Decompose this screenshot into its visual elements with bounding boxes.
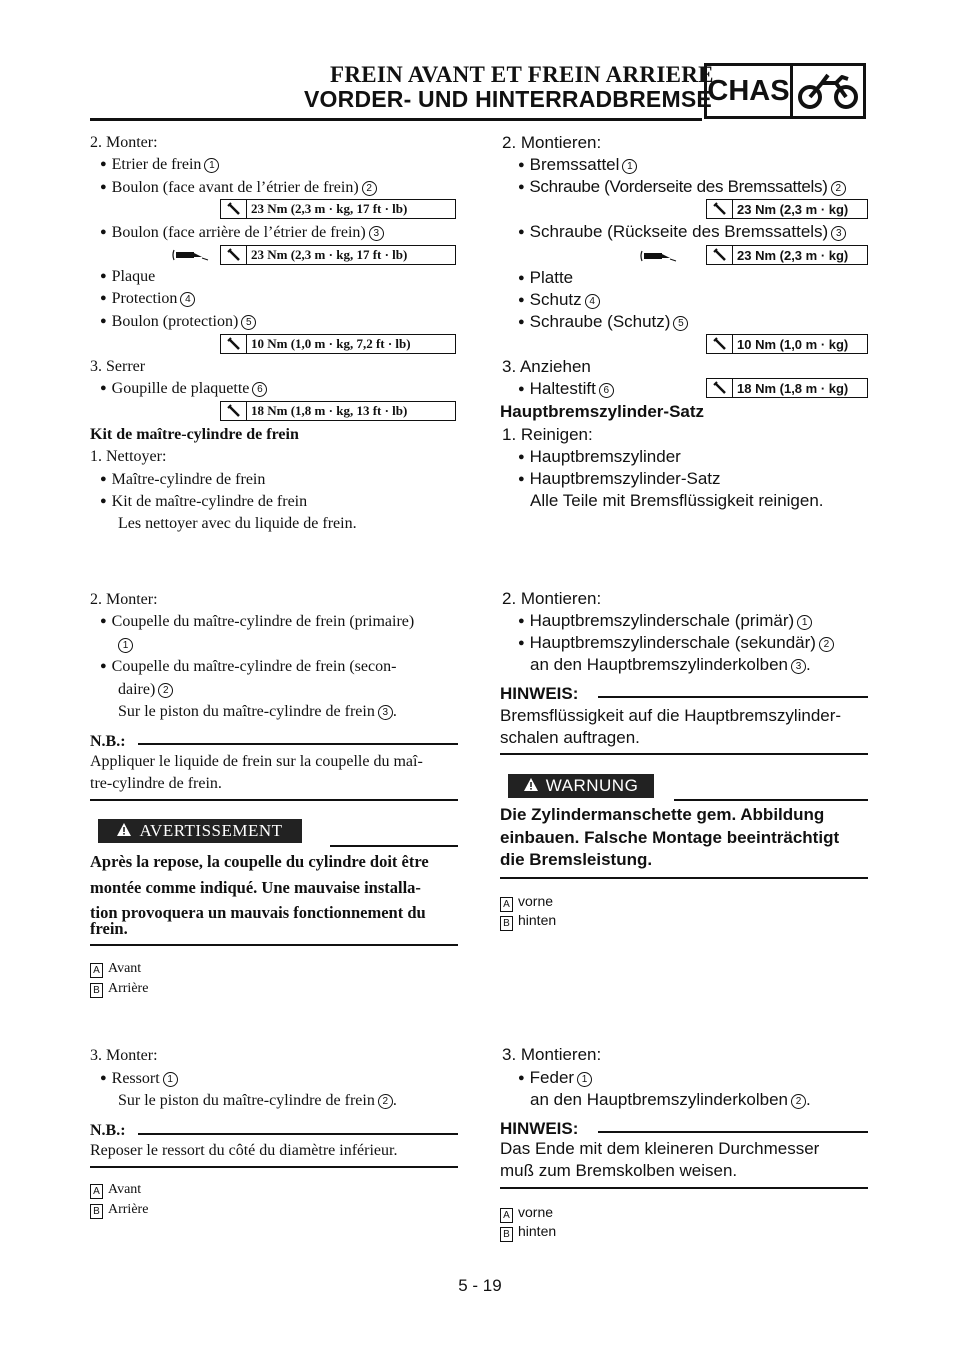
torque-spec: 18 Nm (1,8 m · kg) <box>706 378 868 398</box>
step-label: 2. Monter: <box>90 591 158 608</box>
threadlock-icon <box>172 248 210 262</box>
warning-text: die Bremsleistung. <box>500 850 653 869</box>
wrench-icon <box>221 402 247 420</box>
wrench-icon <box>707 379 733 397</box>
step-label: 2. Montieren: <box>502 133 602 152</box>
divider <box>90 944 458 946</box>
wrench-icon <box>707 335 733 353</box>
warning-text: tion provoquera un mauvais fonctionnement du <box>90 903 426 922</box>
divider <box>138 1133 458 1135</box>
warning-badge: AVERTISSEMENT <box>98 819 302 843</box>
nb-text: tre-cylindre de frein. <box>90 775 222 792</box>
nb-text: schalen auftragen. <box>500 728 640 747</box>
torque-spec: 23 Nm (2,3 m · kg, 17 ft · lb) <box>220 199 456 219</box>
list-item: ● Goupille de plaquette 6 <box>100 380 267 398</box>
wrench-icon <box>221 246 247 264</box>
wrench-icon <box>221 200 247 218</box>
divider <box>598 1131 868 1133</box>
legend-item: A vorne <box>500 1204 553 1223</box>
list-item: ● Feder 1 <box>518 1068 592 1088</box>
section-label: CHAS <box>707 66 793 116</box>
divider <box>674 799 868 801</box>
section-badge <box>704 63 866 119</box>
step-label: 3. Anziehen <box>502 357 591 376</box>
note-text: Alle Teile mit Bremsflüssigkeit reinigen. <box>530 491 824 510</box>
divider <box>500 753 868 755</box>
nb-text: Bremsflüssigkeit auf die Hauptbremszylinder- <box>500 706 842 725</box>
note-text: Sur le piston du maître-cylindre de frein 3 . <box>118 703 397 720</box>
torque-spec: 10 Nm (1,0 m · kg, 7,2 ft · lb) <box>220 334 456 354</box>
page-number: 5 - 19 <box>458 1276 502 1295</box>
wrench-icon <box>221 335 247 353</box>
warning-text: montée comme indiqué. Une mauvaise installa- <box>90 878 421 897</box>
nb-label: N.B.: <box>90 733 126 750</box>
step-label: 1. Nettoyer: <box>90 448 167 465</box>
divider <box>90 1166 458 1168</box>
list-item: ● Boulon (face avant de l’étrier de frein) 2 <box>100 179 377 197</box>
list-item: ● Hauptbremszylinder <box>518 447 681 467</box>
step-label: 3. Serrer <box>90 358 146 375</box>
legend-item: A Avant <box>90 1182 141 1199</box>
list-item: ● Etrier de frein 1 <box>100 156 219 174</box>
divider <box>138 743 458 745</box>
wrench-icon <box>707 246 733 264</box>
warning-text: einbauen. Falsche Montage beeinträchtigt <box>500 828 840 847</box>
nb-label: HINWEIS: <box>500 1119 579 1138</box>
legend-item: B Arrière <box>90 981 148 998</box>
header-rule <box>90 118 702 121</box>
list-item: ● Ressort 1 <box>100 1070 178 1088</box>
legend-item: B hinten <box>500 1223 556 1242</box>
wrench-icon <box>707 200 733 218</box>
list-item: ● Schutz 4 <box>518 290 600 310</box>
warning-text: Après la repose, la coupelle du cylindre doit être <box>90 852 429 871</box>
nb-label: N.B.: <box>90 1122 126 1139</box>
list-item-cont: daire) 2 <box>118 681 173 699</box>
list-item: ● Boulon (protection) 5 <box>100 313 256 331</box>
header-title-fr: FREIN AVANT ET FREIN ARRIERE <box>330 62 714 87</box>
section-heading: Hauptbremszylinder-Satz <box>500 402 705 421</box>
step-label: 2. Montieren: <box>502 589 602 608</box>
list-item: ● Coupelle du maître-cylindre de frein (secon- <box>100 658 396 676</box>
note-text: Sur le piston du maître-cylindre de frein 2 . <box>118 1092 397 1109</box>
step-label: 1. Reinigen: <box>502 425 593 444</box>
list-item: ● Hauptbremszylinderschale (primär) 1 <box>518 611 812 631</box>
list-item: ● Maître-cylindre de frein <box>100 471 265 489</box>
note-text: an den Hauptbremszylinderkolben 3 . <box>530 655 811 674</box>
step-label: 2. Monter: <box>90 134 158 151</box>
divider <box>330 845 458 847</box>
list-item: ● Hauptbremszylinderschale (sekundär) 2 <box>518 633 834 653</box>
nb-text: muß zum Bremskolben weisen. <box>500 1161 738 1180</box>
divider <box>500 877 868 879</box>
list-item: ● Coupelle du maître-cylindre de frein (primaire) <box>100 613 458 631</box>
list-item: ● Bremssattel 1 <box>518 155 637 175</box>
threadlock-icon <box>640 248 678 262</box>
nb-text: Das Ende mit dem kleineren Durchmesser <box>500 1139 820 1158</box>
torque-spec: 18 Nm (1,8 m · kg, 13 ft · lb) <box>220 401 456 421</box>
ref-number: 1 <box>115 636 133 654</box>
torque-spec: 10 Nm (1,0 m · kg) <box>706 334 868 354</box>
torque-spec: 23 Nm (2,3 m · kg) <box>706 245 868 265</box>
nb-text: Reposer le ressort du côté du diamètre inférieur. <box>90 1142 398 1159</box>
torque-spec: 23 Nm (2,3 m · kg, 17 ft · lb) <box>220 245 456 265</box>
warning-badge: WARNUNG <box>508 774 654 798</box>
list-item: ● Platte <box>518 268 573 288</box>
torque-spec: 23 Nm (2,3 m · kg) <box>706 199 868 219</box>
section-heading: Kit de maître-cylindre de frein <box>90 426 299 443</box>
legend-item: B Arrière <box>90 1202 148 1219</box>
legend-item: A vorne <box>500 893 553 912</box>
warning-triangle-icon <box>117 821 131 841</box>
nb-label: HINWEIS: <box>500 684 579 703</box>
list-item: ● Boulon (face arrière de l’étrier de frein) 3 <box>100 224 384 242</box>
list-item: ● Haltestift 6 <box>518 379 614 399</box>
list-item: ● Plaque <box>100 268 155 286</box>
legend-item: A Avant <box>90 961 141 978</box>
divider <box>90 799 458 801</box>
note-text: Les nettoyer avec du liquide de frein. <box>118 515 357 532</box>
warning-triangle-icon <box>524 776 538 796</box>
step-label: 3. Monter: <box>90 1047 158 1064</box>
list-item: ● Hauptbremszylinder-Satz <box>518 469 721 489</box>
legend-item: B hinten <box>500 912 556 931</box>
warning-text: Die Zylindermanschette gem. Abbildung <box>500 805 825 824</box>
nb-text: Appliquer le liquide de frein sur la coupelle du maî- <box>90 753 423 770</box>
note-text: an den Hauptbremszylinderkolben 2 . <box>530 1090 811 1109</box>
step-label: 3. Montieren: <box>502 1045 602 1064</box>
divider <box>500 1187 868 1189</box>
motorcycle-icon <box>793 66 863 116</box>
list-item: ● Kit de maître-cylindre de frein <box>100 493 307 511</box>
warning-text: frein. <box>90 919 128 938</box>
list-item: ● Protection 4 <box>100 290 195 308</box>
list-item: ● Schraube (Rückseite des Bremssattels) 3 <box>518 222 846 242</box>
divider <box>598 696 868 698</box>
list-item: ● Schraube (Schutz) 5 <box>518 312 688 332</box>
header-title-de: VORDER- UND HINTERRADBREMSE <box>304 86 712 112</box>
list-item: ● Schraube (Vorderseite des Bremssattels) 2 <box>518 177 846 197</box>
